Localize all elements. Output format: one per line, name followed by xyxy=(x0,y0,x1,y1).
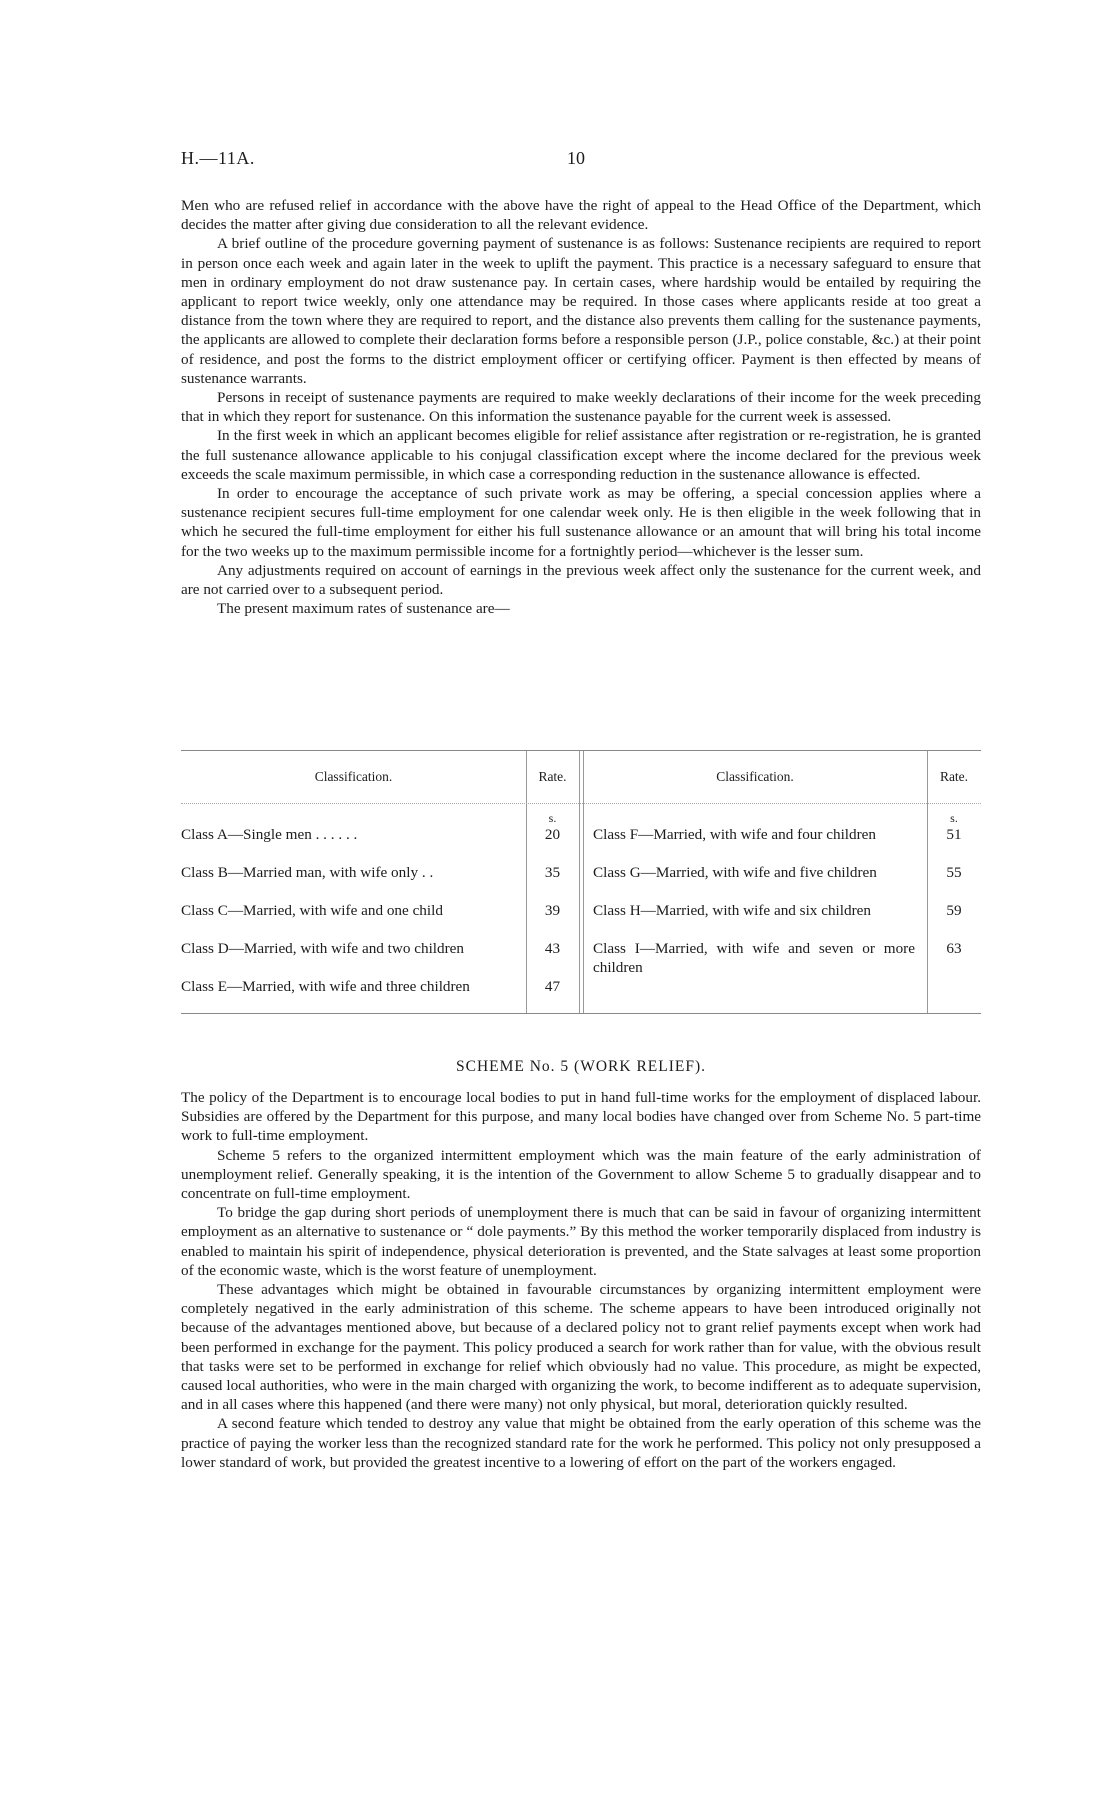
rate-class-d: 43 xyxy=(544,940,561,957)
table-row-class-h: Class H—Married, with wife and six children xyxy=(593,902,871,919)
rate-unit: s. xyxy=(950,811,958,825)
table-row-class-d: Class D—Married, with wife and two children xyxy=(181,940,465,957)
section-heading-scheme-5: SCHEME No. 5 (WORK RELIEF). xyxy=(455,1058,707,1075)
rate-class-f: 51 xyxy=(946,826,962,843)
paragraph: In the first week in which an applicant becomes eligible for relief assistance after registration or re-registration, he is granted the full sustenance allowance applicable to his conjugal classification except where the income declared for the previous week exceeds the scale maximum permissible, in which case a corresponding reduction in the sustenance allowance is effected. xyxy=(181,427,981,483)
paragraph: To bridge the gap during short periods of unemployment there is much that can be said in favour of organizing intermittent employment as an alternative to sustenance or “ dole payments.” By this method the worker temporarily displaced from industry is enabled to maintain his spirit of independence, physical deterioration is prevented, and the State salvages at least some proportion of the economic waste, which is the worst feature of unemployment. xyxy=(181,1204,981,1279)
rate-class-e: 47 xyxy=(544,978,561,995)
rate-unit: s. xyxy=(548,811,557,825)
column-header-rate: Rate. xyxy=(538,769,567,784)
table-row-class-b: Class B—Married man, with wife only . . xyxy=(181,864,434,881)
paragraph: The present maximum rates of sustenance are— xyxy=(217,600,510,618)
paragraph: A second feature which tended to destroy any value that might be obtained from the early operation of this scheme was the practice of paying the worker less than the recognized standard rate for the work he performed. This policy not only presupposed a lower standard of work, but provided the greatest incentive to a lowering of effort on the part of the workers engaged. xyxy=(181,1415,981,1471)
rate-class-b: 35 xyxy=(544,864,561,881)
table-row-class-g: Class G—Married, with wife and five children xyxy=(593,864,877,881)
rate-class-i: 63 xyxy=(946,940,962,957)
section-work-relief-text xyxy=(181,1088,981,1472)
paragraph: Persons in receipt of sustenance payments are required to make weekly declarations of their income for the week preceding that in which they report for sustenance. On this information the sustenance payable for the current week is assessed. xyxy=(181,389,981,426)
column-header-rate: Rate. xyxy=(939,769,969,784)
page-header xyxy=(181,148,981,172)
page-number: 10 xyxy=(567,148,585,168)
column-header-classification: Classification. xyxy=(716,769,794,784)
column-divider xyxy=(579,751,580,1013)
rate-class-h: 59 xyxy=(946,902,962,919)
header-rule xyxy=(181,803,981,804)
rate-class-g: 55 xyxy=(946,864,962,881)
column-divider xyxy=(583,751,584,1013)
section-sustenance-text xyxy=(181,196,981,618)
paragraph: The policy of the Department is to encourage local bodies to put in hand full-time works for the employment of displaced labour. Subsidies are offered by the Department for this purpose, and many local bodies have changed over from Scheme No. 5 part-time work to full-time employment. xyxy=(181,1089,981,1145)
rate-class-c: 39 xyxy=(544,902,561,919)
paragraph: Scheme 5 refers to the organized intermittent employment which was the main feature of the early administration of unemployment relief. Generally speaking, it is the intention of the Government to allow Scheme 5 to gradually disappear and to concentrate on full-time employment. xyxy=(181,1146,981,1203)
paragraph: A brief outline of the procedure governing payment of sustenance is as follows: Sustenance recipients are required to report in person once each week and again later in the week to uplift the payment. This practice is a necessary safeguard to ensure that men in ordinary employment do not draw sustenance pay. In certain cases, where hardship would be entailed by requiring the applicant to report twice weekly, only one attendance may be required. In those cases where applicants reside at too great a distance from the town where they are required to report, and the distance also prevents them calling for the sustenance payments, the applicants are allowed to complete their declaration forms before a responsible person (J.P., police constable, &c.) at their point of residence, and post the forms to the district employment officer or certifying officer. Payment is then effected by means of sustenance warrants. xyxy=(181,235,981,387)
paragraph: In order to encourage the acceptance of such private work as may be offering, a special concession applies where a sustenance recipient secures full-time employment for one calendar week only. He is then eligible in the week following that in which he secured the full-time employment for either his full sustenance allowance or an amount that will bring his total income for the two weeks up to the maximum permissible income for a fortnightly period—whichever is the lesser sum. xyxy=(181,485,981,560)
table-row-class-c: Class C—Married, with wife and one child xyxy=(181,902,443,919)
table-row-class-a: Class A—Single men . . . . . . xyxy=(181,826,358,843)
paragraph: These advantages which might be obtained in favourable circumstances by organizing intermittent employment were completely negatived in the early administration of this scheme. The scheme appears to have been introduced originally not because of the advantages mentioned above, but because of a declared policy not to grant relief payments except when work had been performed in exchange for the payment. This policy produced a search for work rather than for value, with the obvious result that tasks were set to be performed in exchange for relief which obviously had no value. This procedure, as might be expected, caused local authorities, who were in the main charged with organizing the work, to become indifferent as to adequate supervision, and in all cases where this happened (and there were many) not only physical, but moral, deterioration quickly resulted. xyxy=(181,1281,981,1414)
sustenance-rates-table xyxy=(181,750,981,1014)
table-row-class-i: Class I—Married, with wife and seven or more children xyxy=(593,940,915,977)
paragraph: Men who are refused relief in accordance with the above have the right of appeal to the Head Office of the Department, which decides the matter after giving due consideration to all the relevant evidence. xyxy=(181,197,981,234)
table-row-class-e: Class E—Married, with wife and three children xyxy=(181,978,470,995)
paragraph: Any adjustments required on account of earnings in the previous week affect only the sustenance for the current week, and are not carried over to a subsequent period. xyxy=(181,561,981,599)
document-reference: H.—11A. xyxy=(181,148,255,168)
table-row-class-f: Class F—Married, with wife and four children xyxy=(593,826,877,843)
rate-class-a: 20 xyxy=(544,826,561,843)
column-header-classification: Classification. xyxy=(314,769,393,784)
